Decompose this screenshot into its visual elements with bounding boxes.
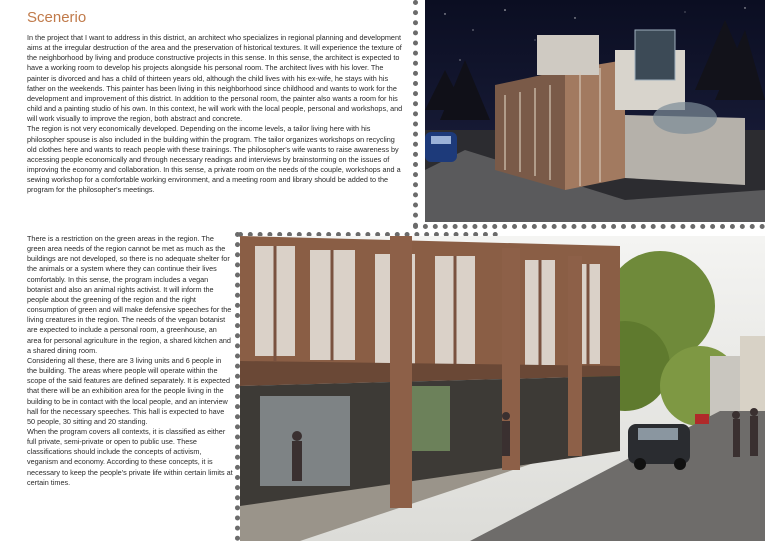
street-rendering-image	[240, 236, 765, 541]
scenario-paragraph-2: There is a restriction on the green areas in the region. The green area needs of the region cannot be met as much as the buildings are not developed, so there is no adequate shelter for the animals or a system where they can continue their lives comfortably. In this sense, the program includes a vegan botanist and also an animal rights activist. It will inform the people about the greening of the region and the right consumption of green and will make defensive speeches for the living creatures in the region. The needs of the vegan botanist are expected to include a personal room, a greenhouse, an area for personal agriculture in the region, a shared kitchen and a shared dining room. Considering all these, there are 3 living units and 6 people in the building. The areas where people will operate within the scope of the said features are defined separately. It is expected that there will be an exhibition area for the people living in the building to be in contact with the local people, and an interview hall for the necessary speeches. This hall is expected to have 50 people, 30 sitting and 20 standing. When the program covers all contexts, it is classified as either full private, semi-private or open to public use. These classifications should include the concepts of activism, veganism and economy. According to these concepts, it is necessary to keep the people's private life within certain limits at certain times.	[27, 234, 233, 487]
night-rendering-image	[425, 0, 765, 222]
frame-dots-top-left	[413, 0, 418, 228]
scenario-paragraph-1: In the project that I want to address in this district, an architect who specializes in regional planning and development aims at the irregular destruction of the area and the preservation of historical textures. It will experience the texture of the neighborhood by living and produce constructive projects in this sense. In this sense, the architect is expected to have a working room to develop his projects alongside his personal room. The architect lives with his lover. The painter is divorced and has a child of thirteen years old, although the child lives with his ex-wife, he stays with his father on the weekends. This painter has been living in this neighborhood since childhood and wants to work for the development and improvement of this district. In addition to the personal room, the painter also wants a room for his child and a painting studio of his own. In this context, he will work with the local people, personal and workshops, and will work visually to improve the region, both abstract and concrete. The region is not very economically developed. Depending on the income levels, a tailor living here with his philosopher spouse is also included in the building within the program. The tailor organizes workshops on recycling old clothes here and wants to reach people with these trainings. The philosopher's wife wants to raise awareness by accessing people economically and through necessary readings and interviews by brainstorming on the issues of improving the economy and collaboration. In this sense, a private room on the needs of the couple, workshops and a sewing workshop for a comfortable working environment, and a meeting room and library should be added to the program for the philosopher's meetings.	[27, 33, 403, 195]
page-title: Scenerio	[27, 9, 87, 26]
frame-dots-top-bottom	[413, 224, 765, 229]
